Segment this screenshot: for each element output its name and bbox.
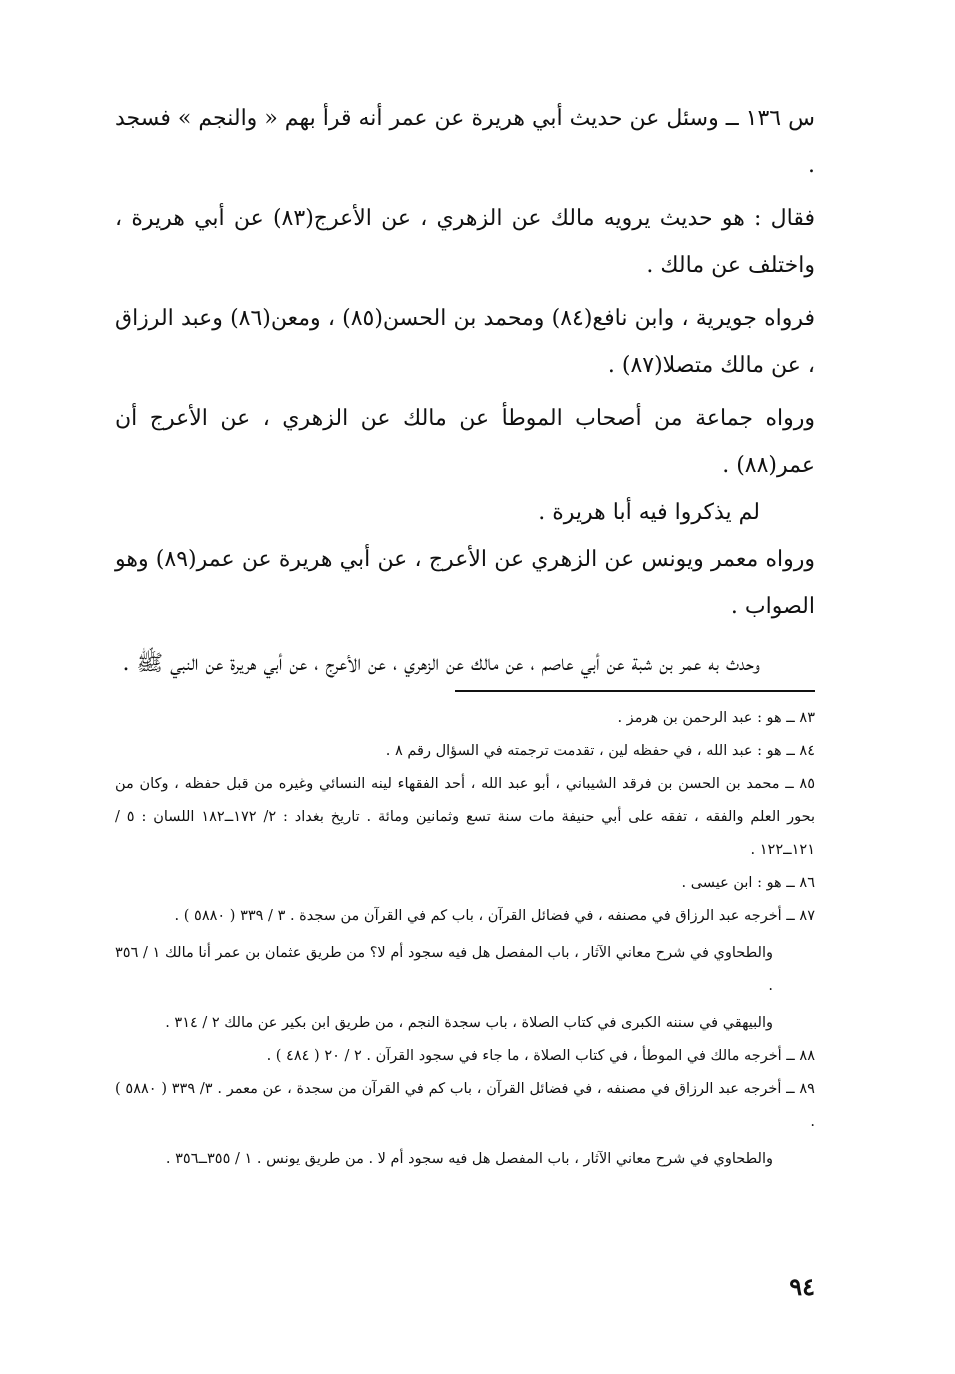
page-number: ٩٤ [789, 1272, 815, 1301]
narration-paragraph: ورواه جماعة من أصحاب الموطأ عن مالك عن الزهري ، عن الأعرج أن عمر(٨٨) . [115, 406, 815, 478]
narration-paragraph: لم يذكروا فيه أبا هريرة . [538, 500, 760, 525]
footnote-continuation: والطحاوي في شرح معاني الآثار ، باب المفصل هل فيه سجود أم لا . من طريق يونس . ١ / ٣٥٥ــ٣٥٦ . [165, 1151, 773, 1167]
narration-paragraph: ورواه معمر ويونس عن الزهري عن الأعرج ، عن أبي هريرة عن عمر(٨٩) وهو الصواب . [115, 547, 815, 619]
answer-paragraph: فقال : هو حديث يرويه مالك عن الزهري ، عن الأعرج(٨٣) عن أبي هريرة ، واختلف عن مالك . [115, 206, 815, 278]
footnote-continuation: والطحاوي في شرح معاني الآثار ، باب المفصل هل فيه سجود أم لا؟ من طريق عثمان بن عمر أنا مالك ١ / ٣٥٦ . [115, 945, 773, 994]
footnote: ٨٥ ــ محمد بن الحسن بن فرقد الشيباني ، أبو عبد الله ، أحد الفقهاء لينه النسائي وغيره من قبل حفظه ، وكان من بحور العلم والفقه ، تفقه على أبي حنيفة مات سنة تسع وثمانين ومائة . تاريخ بغداد : ٢/ ١٧٢ــ١٨٢ اللسان : ٥ / ١٢١ــ١٢٢ . [115, 776, 815, 858]
footnote-divider [455, 690, 815, 692]
footnote: ٨٧ ــ أخرجه عبد الرزاق في مصنفه ، في فضائل القرآن ، باب كم في القرآن من سجدة . ٣ / ٣٣٩ ( ٥٨٨٠ ) . [174, 908, 815, 924]
footnote: ٨٩ ــ أخرجه عبد الرزاق في مصنفه ، في فضائل القرآن ، باب كم في القرآن من سجدة ، عن معمر . ٣/ ٣٣٩ ( ٥٨٨٠ ) . [115, 1081, 815, 1130]
footnote: ٨٤ ــ هو : عبد الله ، في حفظه لين ، تقدمت ترجمته في السؤال رقم ٨ . [385, 743, 815, 759]
footnote: ٨٣ ــ هو : عبد الرحمن بن هرمز . [617, 710, 815, 726]
footnote-continuation: والبيهقي في سننه الكبرى في كتاب الصلاة ، باب سجدة النجم ، من طريق ابن بكير عن مالك ٢ / ٣١٤ . [165, 1015, 773, 1031]
footnote: ٨٨ ــ أخرجه مالك في الموطأ ، في كتاب الصلاة ، ما جاء في سجود القرآن . ٢ / ٢٠ ( ٤٨٤ ) . [266, 1048, 815, 1064]
footnote: ٨٦ ــ هو : ابن عيسى . [681, 875, 815, 891]
main-text [115, 95, 815, 687]
question-paragraph: س ١٣٦ ــ وسئل عن حديث أبي هريرة عن عمر أنه قرأ بهم « والنجم » فسجد . [115, 106, 815, 178]
narration-paragraph: وحدث به عمر بن شبة عن أبي عاصم ، عن مالك عن الزهري ، عن الأعرج ، عن أبي هريرة عن النبي ﷺ . [122, 651, 760, 676]
footnotes [115, 702, 815, 1176]
narration-paragraph: فرواه جويرية ، وابن نافع(٨٤) ومحمد بن الحسن(٨٥) ، ومعن(٨٦) وعبد الرزاق ، عن مالك متصلا(٨٧) . [115, 306, 815, 378]
